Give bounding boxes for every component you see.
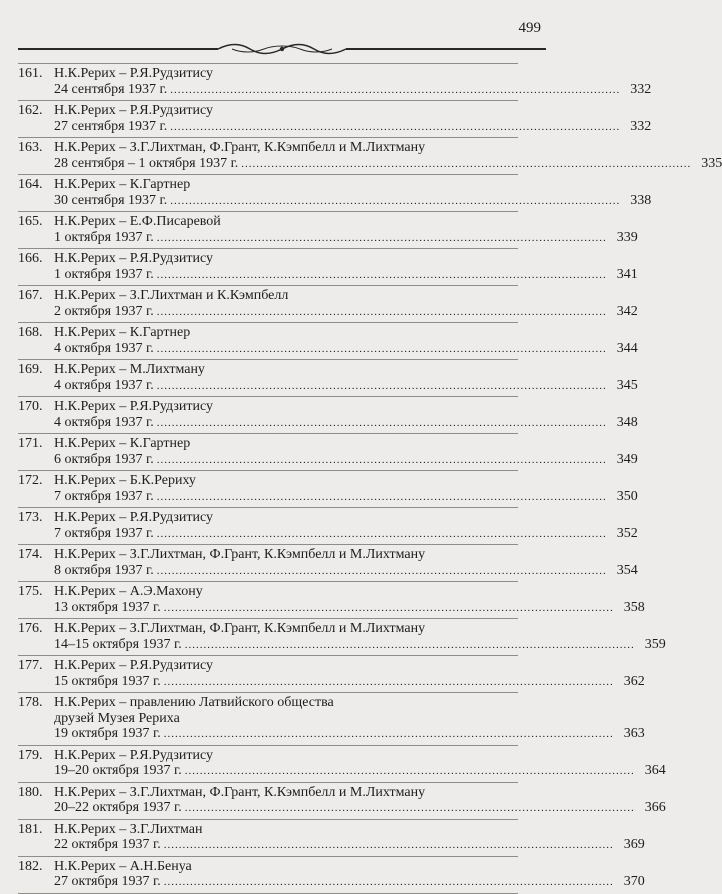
toc-entry xyxy=(18,783,666,820)
entry-date: 13 октября 1937 г. xyxy=(54,599,161,615)
toc-entry xyxy=(18,286,638,323)
dot-leader: ........................................................................................................................ xyxy=(156,305,607,318)
entry-date: 22 октября 1937 г. xyxy=(54,837,161,852)
entry-title: Н.К.Рерих – Р.Я.Рудзитису xyxy=(54,510,213,525)
toc-entry xyxy=(18,63,652,101)
entry-number: 164. xyxy=(18,177,43,192)
entry-title: Н.К.Рерих – З.Г.Лихтман, Ф.Грант, К.Кэмпбелл и М.Лихтману xyxy=(54,784,426,800)
entry-date: 4 октября 1937 г. xyxy=(54,377,154,393)
dot-leader: ........................................................................................................................ xyxy=(184,802,635,814)
entry-page-number: 338 xyxy=(630,192,652,208)
dot-leader: ........................................................................................................................ xyxy=(156,268,607,281)
entry-title: Н.К.Рерих – З.Г.Лихтман, Ф.Грант, К.Кэмпбелл и М.Лихтману xyxy=(54,140,426,155)
toc-entry xyxy=(18,857,645,894)
entry-number: 178. xyxy=(18,695,43,710)
entry-number: 168. xyxy=(18,325,43,340)
dot-leader: ........................................................................................................................ xyxy=(184,765,635,777)
entry-date: 27 сентября 1937 г. xyxy=(54,118,168,134)
entry-date: 2 октября 1937 г. xyxy=(54,303,154,319)
entry-page-number: 358 xyxy=(623,599,645,615)
entry-title: Н.К.Рерих – А.Э.Махону xyxy=(54,584,203,599)
entry-number: 169. xyxy=(18,362,43,377)
header-ornament-rule xyxy=(18,43,546,55)
entry-page-number: 344 xyxy=(616,340,638,356)
entry-page-number: 339 xyxy=(616,229,638,245)
entry-number: 166. xyxy=(18,251,43,266)
dot-leader: ........................................................................................................................ xyxy=(156,490,607,503)
entry-title: Н.К.Рерих – Р.Я.Рудзитису xyxy=(54,747,213,763)
entry-number: 179. xyxy=(18,747,43,763)
entry-number: 171. xyxy=(18,436,43,451)
dot-leader: ........................................................................................................................ xyxy=(241,157,692,170)
toc-entry xyxy=(18,508,638,545)
entry-page-number: 366 xyxy=(644,800,666,815)
toc-entry xyxy=(18,746,666,783)
dot-leader: ........................................................................................................................ xyxy=(156,527,607,540)
entry-number: 162. xyxy=(18,103,43,118)
entry-number: 165. xyxy=(18,214,43,229)
toc-entry xyxy=(18,693,645,746)
dot-leader: ........................................................................................................................ xyxy=(156,342,607,355)
toc-entry xyxy=(18,619,666,656)
entry-title: Н.К.Рерих – А.Н.Бенуа xyxy=(54,858,192,874)
entry-number: 167. xyxy=(18,288,43,303)
entry-date: 1 октября 1937 г. xyxy=(54,229,154,245)
entry-title: Н.К.Рерих – З.Г.Лихтман, Ф.Грант, К.Кэмпбелл и М.Лихтману xyxy=(54,621,426,636)
entry-title: Н.К.Рерих – Р.Я.Рудзитису xyxy=(54,658,213,673)
entry-number: 174. xyxy=(18,547,43,562)
entry-title: Н.К.Рерих – Е.Ф.Писаревой xyxy=(54,214,221,229)
entry-title: Н.К.Рерих – К.Гартнер xyxy=(54,177,191,192)
entry-number: 175. xyxy=(18,584,43,599)
entry-number: 177. xyxy=(18,658,43,673)
entry-date: 6 октября 1937 г. xyxy=(54,451,154,467)
entry-page-number: 350 xyxy=(616,488,638,504)
entry-date: 4 октября 1937 г. xyxy=(54,414,154,430)
entry-date: 24 сентября 1937 г. xyxy=(54,81,168,97)
dot-leader: ........................................................................................................................ xyxy=(156,379,607,392)
dot-leader: ........................................................................................................................ xyxy=(163,839,614,851)
toc-entry xyxy=(18,471,638,508)
entry-number: 176. xyxy=(18,621,43,636)
entry-date: 1 октября 1937 г. xyxy=(54,266,154,282)
dot-leader: ........................................................................................................................ xyxy=(170,120,621,133)
entry-page-number: 352 xyxy=(616,525,638,541)
entry-page-number: 342 xyxy=(616,303,638,319)
toc-entry xyxy=(18,582,645,619)
entry-page-number: 348 xyxy=(616,414,638,430)
entry-date: 28 сентября – 1 октября 1937 г. xyxy=(54,155,239,171)
entry-title: Н.К.Рерих – Б.К.Рериху xyxy=(54,473,196,488)
entry-page-number: 341 xyxy=(616,266,638,282)
entry-title: Н.К.Рерих – Р.Я.Рудзитису xyxy=(54,103,213,118)
entry-date: 8 октября 1937 г. xyxy=(54,562,154,578)
entry-title: Н.К.Рерих – М.Лихтману xyxy=(54,362,205,377)
entry-page-number: 349 xyxy=(616,451,638,467)
entry-number: 173. xyxy=(18,510,43,525)
entry-title: Н.К.Рерих – К.Гартнер xyxy=(54,436,191,451)
entry-number: 170. xyxy=(18,399,43,414)
entry-page-number: 370 xyxy=(623,874,645,889)
entry-page-number: 362 xyxy=(623,673,645,689)
toc-entry xyxy=(18,249,638,286)
entry-page-number: 354 xyxy=(616,562,638,578)
entry-date: 4 октября 1937 г. xyxy=(54,340,154,356)
entry-page-number: 332 xyxy=(630,118,652,134)
entry-number: 161. xyxy=(18,66,43,81)
page-number: 499 xyxy=(518,20,541,36)
toc-entry xyxy=(18,175,652,212)
toc-entry xyxy=(18,138,722,175)
dot-leader: ........................................................................................................................ xyxy=(163,728,614,740)
entry-title: Н.К.Рерих – правлению Латвийского общества xyxy=(54,695,334,710)
dot-leader: ........................................................................................................................ xyxy=(184,638,635,651)
dot-leader: ........................................................................................................................ xyxy=(156,416,607,429)
entry-date: 19 октября 1937 г. xyxy=(54,726,161,741)
dot-leader: ........................................................................................................................ xyxy=(170,83,621,96)
entry-page-number: 364 xyxy=(644,763,666,778)
entry-page-number: 359 xyxy=(644,636,666,652)
toc-entry xyxy=(18,360,638,397)
entry-title: Н.К.Рерих – Р.Я.Рудзитису xyxy=(54,66,213,81)
entry-date: 15 октября 1937 г. xyxy=(54,673,161,689)
dot-leader: ........................................................................................................................ xyxy=(163,675,614,688)
entry-number: 172. xyxy=(18,473,43,488)
entry-number: 180. xyxy=(18,784,43,800)
entry-date: 7 октября 1937 г. xyxy=(54,488,154,504)
entry-number: 182. xyxy=(18,858,43,874)
entry-date: 14–15 октября 1937 г. xyxy=(54,636,182,652)
toc-entry xyxy=(18,212,638,249)
toc-entry xyxy=(18,434,638,471)
entry-page-number: 332 xyxy=(630,81,652,97)
entry-title: Н.К.Рерих – Р.Я.Рудзитису xyxy=(54,251,213,266)
table-of-contents xyxy=(18,63,722,894)
toc-entry xyxy=(18,820,645,857)
entry-date: 27 октября 1937 г. xyxy=(54,874,161,889)
entry-date: 30 сентября 1937 г. xyxy=(54,192,168,208)
entry-page-number: 369 xyxy=(623,837,645,852)
entry-page-number: 335 xyxy=(701,155,722,171)
entry-page-number: 363 xyxy=(623,726,645,741)
entry-date: 20–22 октября 1937 г. xyxy=(54,800,182,815)
toc-entry xyxy=(18,656,645,693)
dot-leader: ........................................................................................................................ xyxy=(156,231,607,244)
dot-leader: ........................................................................................................................ xyxy=(163,876,614,888)
entry-date: 7 октября 1937 г. xyxy=(54,525,154,541)
entry-title: Н.К.Рерих – К.Гартнер xyxy=(54,325,191,340)
dot-leader: ........................................................................................................................ xyxy=(156,453,607,466)
entry-title-continued: друзей Музея Рериха xyxy=(54,710,180,726)
entry-page-number: 345 xyxy=(616,377,638,393)
toc-entry xyxy=(18,101,652,138)
toc-entry xyxy=(18,397,638,434)
dot-leader: ........................................................................................................................ xyxy=(170,194,621,207)
toc-entry xyxy=(18,545,638,582)
entry-date: 19–20 октября 1937 г. xyxy=(54,763,182,778)
entry-title: Н.К.Рерих – З.Г.Лихтман xyxy=(54,821,203,837)
dot-leader: ........................................................................................................................ xyxy=(156,564,607,577)
entry-number: 163. xyxy=(18,140,43,155)
entry-title: Н.К.Рерих – Р.Я.Рудзитису xyxy=(54,399,213,414)
entry-title: Н.К.Рерих – З.Г.Лихтман, Ф.Грант, К.Кэмпбелл и М.Лихтману xyxy=(54,547,426,562)
entry-title: Н.К.Рерих – З.Г.Лихтман и К.Кэмпбелл xyxy=(54,288,289,303)
entry-number: 181. xyxy=(18,821,43,837)
toc-entry xyxy=(18,323,638,360)
dot-leader: ........................................................................................................................ xyxy=(163,601,614,614)
